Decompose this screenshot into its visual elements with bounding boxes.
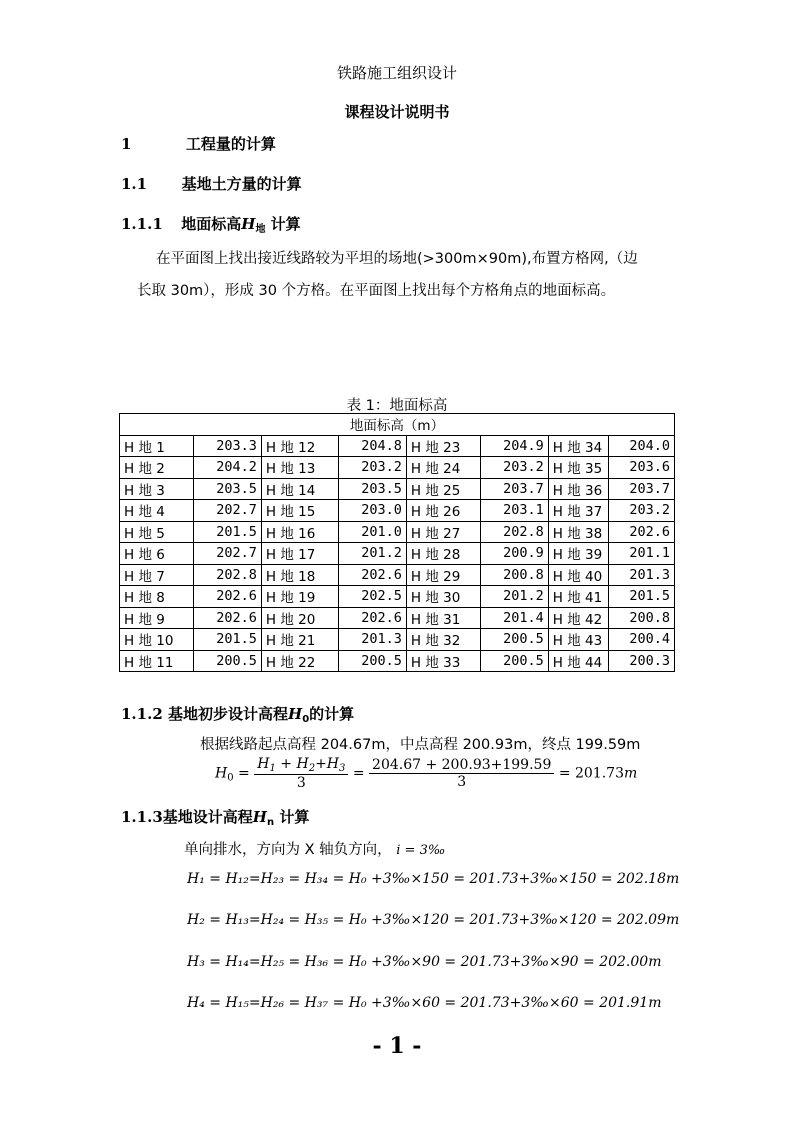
section-1-1-1-title-post: 计算 [270, 215, 301, 233]
elevation-value-cell: 202.8 [193, 564, 261, 586]
point-label-cell: H 地 24 [406, 457, 480, 479]
point-label-cell: H 地 9 [120, 607, 194, 629]
elevation-value-cell: 200.5 [480, 650, 548, 672]
elevation-value-cell: 200.4 [608, 629, 674, 651]
point-label-cell: H 地 27 [406, 521, 480, 543]
section-1-1-1-title-pre: 地面标高 [181, 215, 242, 233]
section-1-1-3-var-sub: n [266, 817, 275, 828]
section-1-1-1-heading [121, 213, 301, 235]
section-1-1-number: 1.1 [121, 175, 148, 193]
equation-3-unit: m [648, 954, 662, 970]
formula-h0-plus1: + [275, 756, 297, 772]
table-row [120, 564, 675, 586]
section-1-1-3-title-pre: 基地设计高程 [162, 808, 253, 826]
point-label-cell: H 地 29 [406, 564, 480, 586]
formula-h0-fraction-2 [369, 757, 554, 790]
point-label-cell: H 地 13 [261, 457, 338, 479]
elevation-table [119, 413, 675, 672]
point-label-cell: H 地 42 [548, 607, 608, 629]
point-label-cell: H 地 25 [406, 478, 480, 500]
section-1-1-2-title-post: 的计算 [309, 705, 355, 723]
elevation-value-cell: 202.6 [338, 564, 406, 586]
elevation-value-cell: 203.0 [338, 500, 406, 522]
point-label-cell: H 地 43 [548, 629, 608, 651]
formula-h0-num1-h2: H [296, 756, 309, 772]
table-header-row [120, 414, 675, 436]
point-label-cell: H 地 18 [261, 564, 338, 586]
section-1-1-2-var: H [288, 705, 303, 723]
elevation-value-cell: 204.2 [193, 457, 261, 479]
elevation-value-cell: 200.3 [608, 650, 674, 672]
elevation-value-cell: 201.5 [193, 629, 261, 651]
elevation-value-cell: 203.6 [608, 457, 674, 479]
point-label-cell: H 地 2 [120, 457, 194, 479]
formula-h0-num1-sub1: 1 [269, 763, 276, 774]
table-row [120, 607, 675, 629]
elevation-value-cell: 201.2 [338, 543, 406, 565]
point-label-cell: H 地 41 [548, 586, 608, 608]
point-label-cell: H 地 8 [120, 586, 194, 608]
point-label-cell: H 地 10 [120, 629, 194, 651]
elevation-value-cell: 200.5 [193, 650, 261, 672]
point-label-cell: H 地 6 [120, 543, 194, 565]
point-label-cell: H 地 30 [406, 586, 480, 608]
formula-h0-plus2: + [315, 756, 327, 772]
formula-h0-num1-h3: H [326, 756, 340, 772]
elevation-value-cell: 200.9 [480, 543, 548, 565]
elevation-value-cell: 202.6 [338, 607, 406, 629]
paragraph-3 [184, 835, 445, 866]
equation-2-unit: m [666, 912, 680, 928]
equation-2 [187, 912, 679, 928]
elevation-value-cell: 202.6 [608, 521, 674, 543]
point-label-cell: H 地 26 [406, 500, 480, 522]
section-1-1-1-var-sub: 地 [255, 224, 266, 235]
equation-1-text: H₁ = H₁₂=H₂₃ = H₃₄ = H₀ +3‰×150 = 201.73+3‰×150 = 202.18 [187, 871, 667, 887]
elevation-value-cell: 201.2 [480, 586, 548, 608]
formula-h0: $H_0$ = $\frac{H_1 + H_2+H_3}{3}$ = $\frac{204.67 + 200.93+199.59}{3}$ = 201.73m [215, 756, 638, 791]
section-1-1-3-var: H [252, 808, 267, 826]
table-header: 地面标高（m） [120, 414, 675, 436]
elevation-value-cell: 200.8 [480, 564, 548, 586]
equation-4-text: H₄ = H₁₅=H₂₆ = H₃₇ = H₀ +3‰×60 = 201.73+3‰×60 = 201.91 [187, 995, 649, 1011]
elevation-value-cell: 204.8 [338, 435, 406, 457]
formula-h0-num1-h1: H [257, 756, 270, 772]
point-label-cell: H 地 38 [548, 521, 608, 543]
formula-h0-num2: 204.67 + 200.93+199.59 [369, 757, 554, 774]
elevation-value-cell: 203.1 [480, 500, 548, 522]
formula-h0-lhs-sub: 0 [227, 772, 234, 784]
page-number: - 1 - [372, 1033, 422, 1059]
point-label-cell: H 地 33 [406, 650, 480, 672]
paragraph-1-line-2: 长取 30m），形成 30 个方格。在平面图上找出每个方格角点的地面标高。 [137, 283, 616, 299]
section-1-1-2-number: 1.1.2 [121, 705, 163, 723]
elevation-value-cell: 201.3 [338, 629, 406, 651]
formula-h0-lhs: H [215, 765, 228, 782]
elevation-value-cell: 202.7 [193, 500, 261, 522]
document-subtitle: 课程设计说明书 [344, 103, 450, 121]
paragraph-1-line-1: 在平面图上找出接近线路较为平坦的场地(>300m×90m),布置方格网,（边 [156, 251, 638, 267]
elevation-value-cell: 202.6 [193, 607, 261, 629]
elevation-value-cell: 200.5 [338, 650, 406, 672]
point-label-cell: H 地 4 [120, 500, 194, 522]
table-row [120, 629, 675, 651]
elevation-value-cell: 204.9 [480, 435, 548, 457]
point-label-cell: H 地 20 [261, 607, 338, 629]
point-label-cell: H 地 15 [261, 500, 338, 522]
table-row [120, 650, 675, 672]
paragraph-2: 根据线路起点高程 204.67m，中点高程 200.93m，终点 199.59m [200, 737, 641, 753]
equation-3 [187, 954, 661, 970]
point-label-cell: H 地 19 [261, 586, 338, 608]
equation-4 [187, 995, 661, 1011]
formula-h0-fraction-1 [254, 756, 348, 791]
equation-4-unit: m [648, 995, 662, 1011]
point-label-cell: H 地 3 [120, 478, 194, 500]
section-1-1-3-title-post: 计算 [279, 808, 310, 826]
point-label-cell: H 地 44 [548, 650, 608, 672]
elevation-value-cell: 204.0 [608, 435, 674, 457]
table-row [120, 521, 675, 543]
equation-2-text: H₂ = H₁₃=H₂₄ = H₃₅ = H₀ +3‰×120 = 201.73+3‰×120 = 202.09 [187, 912, 667, 928]
document-title: 铁路施工组织设计 [336, 64, 457, 82]
point-label-cell: H 地 40 [548, 564, 608, 586]
elevation-value-cell: 203.7 [480, 478, 548, 500]
point-label-cell: H 地 28 [406, 543, 480, 565]
point-label-cell: H 地 5 [120, 521, 194, 543]
section-1-1-1-number: 1.1.1 [121, 215, 163, 233]
point-label-cell: H 地 12 [261, 435, 338, 457]
point-label-cell: H 地 32 [406, 629, 480, 651]
elevation-value-cell: 201.0 [338, 521, 406, 543]
table-row [120, 478, 675, 500]
point-label-cell: H 地 36 [548, 478, 608, 500]
table-row [120, 435, 675, 457]
paragraph-3-text: 单向排水，方向为 X 轴负方向， [184, 842, 392, 858]
section-1-1-3-number: 1.1.3 [121, 808, 163, 826]
point-label-cell: H 地 16 [261, 521, 338, 543]
point-label-cell: H 地 39 [548, 543, 608, 565]
section-1-heading [121, 133, 276, 154]
point-label-cell: H 地 21 [261, 629, 338, 651]
elevation-value-cell: 203.2 [480, 457, 548, 479]
elevation-value-cell: 203.5 [193, 478, 261, 500]
equation-3-text: H₃ = H₁₄=H₂₅ = H₃₆ = H₀ +3‰×90 = 201.73+3‰×90 = 202.00 [187, 954, 649, 970]
table-row [120, 586, 675, 608]
elevation-value-cell: 201.4 [480, 607, 548, 629]
point-label-cell: H 地 22 [261, 650, 338, 672]
formula-h0-result: = 201.73 [558, 765, 624, 782]
formula-h0-num1-sub2: 2 [308, 763, 316, 774]
table-row [120, 457, 675, 479]
elevation-value-cell: 202.8 [480, 521, 548, 543]
section-1-1-2-heading [121, 703, 354, 725]
section-1-1-1-var: H [241, 215, 256, 233]
point-label-cell: H 地 23 [406, 435, 480, 457]
point-label-cell: H 地 34 [548, 435, 608, 457]
section-1-1-3-heading [121, 806, 309, 828]
elevation-value-cell: 202.6 [193, 586, 261, 608]
point-label-cell: H 地 7 [120, 564, 194, 586]
elevation-value-cell: 201.5 [608, 586, 674, 608]
elevation-value-cell: 203.7 [608, 478, 674, 500]
formula-h0-num1-sub3: 3 [339, 763, 346, 774]
elevation-value-cell: 203.3 [193, 435, 261, 457]
table-caption: 表 1：地面标高 [346, 398, 448, 414]
elevation-value-cell: 201.5 [193, 521, 261, 543]
elevation-value-cell: 202.7 [193, 543, 261, 565]
formula-h0-den2: 3 [457, 774, 467, 790]
elevation-value-cell: 202.5 [338, 586, 406, 608]
equation-1-unit: m [666, 871, 680, 887]
elevation-value-cell: 203.2 [338, 457, 406, 479]
elevation-value-cell: 203.5 [338, 478, 406, 500]
point-label-cell: H 地 17 [261, 543, 338, 565]
section-1-title: 工程量的计算 [185, 135, 276, 153]
elevation-value-cell: 200.8 [608, 607, 674, 629]
point-label-cell: H 地 1 [120, 435, 194, 457]
elevation-value-cell: 203.2 [608, 500, 674, 522]
section-1-number: 1 [121, 135, 132, 153]
section-1-1-2-title-pre: 基地初步设计高程 [168, 705, 289, 723]
table-row [120, 543, 675, 565]
section-1-1-title: 基地土方量的计算 [181, 175, 302, 193]
table-row [120, 500, 675, 522]
point-label-cell: H 地 11 [120, 650, 194, 672]
section-1-1-heading [121, 173, 302, 194]
point-label-cell: H 地 37 [548, 500, 608, 522]
elevation-value-cell: 200.5 [480, 629, 548, 651]
equation-1 [187, 871, 679, 887]
point-label-cell: H 地 14 [261, 478, 338, 500]
formula-h0-unit: m [623, 765, 638, 782]
formula-h0-den1: 3 [296, 775, 306, 791]
point-label-cell: H 地 31 [406, 607, 480, 629]
elevation-value-cell: 201.1 [608, 543, 674, 565]
point-label-cell: H 地 35 [548, 457, 608, 479]
section-1-1-2-var-sub: 0 [302, 714, 310, 725]
elevation-value-cell: 201.3 [608, 564, 674, 586]
slope-value: i = 3‰ [396, 843, 446, 858]
